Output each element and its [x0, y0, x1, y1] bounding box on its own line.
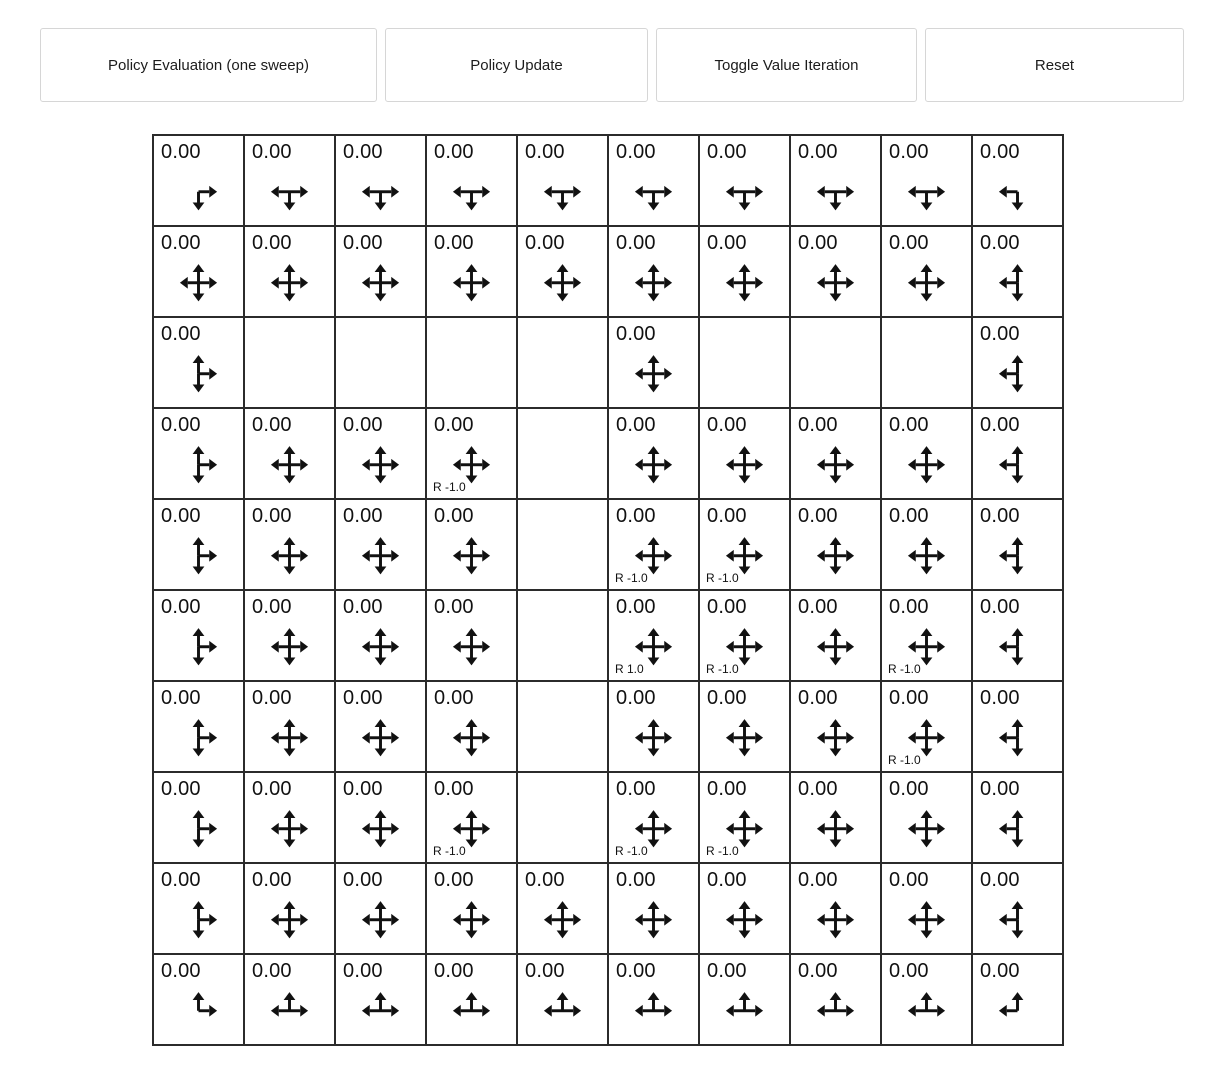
grid-cell[interactable]	[972, 135, 1063, 226]
cell-value: 0.00	[889, 505, 929, 527]
grid-table	[152, 134, 1064, 1046]
cell-value: 0.00	[161, 505, 201, 527]
grid-cell[interactable]	[335, 408, 426, 499]
cell-value: 0.00	[798, 596, 838, 618]
grid-cell[interactable]	[244, 863, 335, 954]
cell-reward: R -1.0	[706, 844, 739, 858]
grid-row	[153, 863, 1063, 954]
cell-value: 0.00	[707, 778, 747, 800]
cell-value: 0.00	[798, 141, 838, 163]
cell-value: 0.00	[525, 960, 565, 982]
cell-value: 0.00	[252, 869, 292, 891]
cell-value: 0.00	[343, 687, 383, 709]
grid-cell[interactable]	[244, 954, 335, 1045]
cell-value: 0.00	[707, 141, 747, 163]
grid-cell[interactable]	[972, 863, 1063, 954]
cell-value: 0.00	[707, 596, 747, 618]
grid-cell-wall[interactable]	[517, 408, 608, 499]
cell-value: 0.00	[798, 414, 838, 436]
grid-cell[interactable]	[153, 590, 244, 681]
grid-cell[interactable]	[972, 954, 1063, 1045]
grid-cell[interactable]	[608, 499, 699, 590]
grid-cell[interactable]	[699, 226, 790, 317]
grid-cell[interactable]	[244, 772, 335, 863]
cell-value: 0.00	[980, 232, 1020, 254]
grid-cell[interactable]	[335, 226, 426, 317]
grid-cell[interactable]	[335, 681, 426, 772]
grid-cell[interactable]	[699, 681, 790, 772]
grid-cell[interactable]	[972, 772, 1063, 863]
cell-reward: R -1.0	[615, 571, 648, 585]
grid-cell[interactable]	[972, 681, 1063, 772]
cell-value: 0.00	[434, 505, 474, 527]
grid-row	[153, 772, 1063, 863]
cell-value: 0.00	[616, 869, 656, 891]
grid-cell[interactable]	[426, 408, 517, 499]
grid-cell[interactable]	[881, 135, 972, 226]
cell-value: 0.00	[343, 778, 383, 800]
grid-cell[interactable]	[972, 317, 1063, 408]
grid-cell[interactable]	[608, 590, 699, 681]
grid-cell[interactable]	[881, 772, 972, 863]
grid-cell[interactable]	[244, 408, 335, 499]
grid-cell[interactable]	[790, 863, 881, 954]
grid-cell[interactable]	[426, 681, 517, 772]
cell-value: 0.00	[889, 141, 929, 163]
grid-cell[interactable]	[426, 590, 517, 681]
cell-reward: R -1.0	[888, 753, 921, 767]
grid-cell-wall[interactable]	[790, 317, 881, 408]
grid-cell-wall[interactable]	[881, 317, 972, 408]
cell-value: 0.00	[616, 323, 656, 345]
cell-value: 0.00	[616, 778, 656, 800]
grid-cell[interactable]	[244, 135, 335, 226]
grid-cell[interactable]	[335, 135, 426, 226]
grid-cell[interactable]	[335, 954, 426, 1045]
grid-cell[interactable]	[881, 954, 972, 1045]
cell-value: 0.00	[161, 960, 201, 982]
cell-value: 0.00	[252, 505, 292, 527]
grid-cell[interactable]	[244, 499, 335, 590]
grid-cell[interactable]	[881, 590, 972, 681]
grid-cell-wall[interactable]	[517, 772, 608, 863]
grid-cell-wall[interactable]	[426, 317, 517, 408]
cell-value: 0.00	[343, 869, 383, 891]
grid-cell[interactable]	[153, 317, 244, 408]
cell-value: 0.00	[798, 687, 838, 709]
grid-cell-wall[interactable]	[335, 317, 426, 408]
cell-value: 0.00	[343, 141, 383, 163]
grid-cell[interactable]	[153, 772, 244, 863]
cell-value: 0.00	[434, 778, 474, 800]
grid-row	[153, 226, 1063, 317]
cell-value: 0.00	[434, 596, 474, 618]
grid-cell[interactable]	[699, 772, 790, 863]
grid-cell[interactable]	[335, 590, 426, 681]
grid-cell[interactable]	[972, 590, 1063, 681]
grid-cell[interactable]	[699, 590, 790, 681]
cell-value: 0.00	[252, 232, 292, 254]
grid-cell[interactable]	[608, 317, 699, 408]
grid-cell[interactable]	[153, 226, 244, 317]
grid-cell[interactable]	[517, 226, 608, 317]
grid-cell[interactable]	[790, 408, 881, 499]
cell-value: 0.00	[616, 141, 656, 163]
grid-cell[interactable]	[517, 954, 608, 1045]
grid-cell[interactable]	[335, 863, 426, 954]
cell-value: 0.00	[252, 414, 292, 436]
grid-cell[interactable]	[153, 954, 244, 1045]
grid-cell-wall[interactable]	[517, 499, 608, 590]
cell-value: 0.00	[161, 414, 201, 436]
grid-cell[interactable]	[153, 681, 244, 772]
grid-cell[interactable]	[881, 408, 972, 499]
cell-value: 0.00	[161, 596, 201, 618]
grid-cell[interactable]	[244, 590, 335, 681]
grid-cell[interactable]	[790, 681, 881, 772]
cell-reward: R -1.0	[433, 844, 466, 858]
grid-row	[153, 317, 1063, 408]
grid-cell[interactable]	[517, 135, 608, 226]
grid-cell[interactable]	[335, 499, 426, 590]
grid-cell[interactable]	[881, 499, 972, 590]
cell-value: 0.00	[343, 505, 383, 527]
grid-cell[interactable]	[426, 135, 517, 226]
grid-cell[interactable]	[608, 681, 699, 772]
grid-cell[interactable]	[426, 226, 517, 317]
grid-cell[interactable]	[608, 226, 699, 317]
grid-cell[interactable]	[699, 135, 790, 226]
grid-row	[153, 590, 1063, 681]
cell-value: 0.00	[980, 505, 1020, 527]
cell-value: 0.00	[252, 596, 292, 618]
cell-value: 0.00	[889, 869, 929, 891]
cell-value: 0.00	[525, 141, 565, 163]
cell-value: 0.00	[889, 960, 929, 982]
cell-value: 0.00	[161, 687, 201, 709]
grid-cell[interactable]	[699, 499, 790, 590]
cell-value: 0.00	[707, 232, 747, 254]
grid-cell[interactable]	[699, 954, 790, 1045]
cell-value: 0.00	[980, 323, 1020, 345]
cell-value: 0.00	[343, 232, 383, 254]
cell-reward: R -1.0	[706, 571, 739, 585]
cell-value: 0.00	[252, 778, 292, 800]
grid-cell[interactable]	[244, 226, 335, 317]
cell-value: 0.00	[161, 232, 201, 254]
cell-value: 0.00	[616, 505, 656, 527]
cell-value: 0.00	[161, 778, 201, 800]
cell-value: 0.00	[161, 869, 201, 891]
cell-value: 0.00	[343, 960, 383, 982]
grid-cell[interactable]	[972, 226, 1063, 317]
grid-row	[153, 408, 1063, 499]
cell-value: 0.00	[434, 141, 474, 163]
cell-value: 0.00	[434, 687, 474, 709]
grid-cell-wall[interactable]	[244, 317, 335, 408]
cell-reward: R -1.0	[888, 662, 921, 676]
grid-cell[interactable]	[699, 863, 790, 954]
grid-cell[interactable]	[426, 954, 517, 1045]
cell-value: 0.00	[161, 323, 201, 345]
toggle-value-iteration-button[interactable]: Toggle Value Iteration	[656, 28, 917, 102]
cell-value: 0.00	[980, 778, 1020, 800]
cell-value: 0.00	[707, 505, 747, 527]
cell-value: 0.00	[980, 869, 1020, 891]
cell-value: 0.00	[707, 869, 747, 891]
policy-evaluation-button[interactable]: Policy Evaluation (one sweep)	[40, 28, 377, 102]
grid-cell[interactable]	[608, 135, 699, 226]
grid-cell-wall[interactable]	[699, 317, 790, 408]
cell-reward: R 1.0	[615, 662, 644, 676]
cell-value: 0.00	[343, 596, 383, 618]
grid-cell[interactable]	[517, 863, 608, 954]
grid-cell[interactable]	[426, 772, 517, 863]
grid-cell[interactable]	[153, 863, 244, 954]
grid-cell[interactable]	[790, 226, 881, 317]
grid-cell[interactable]	[244, 681, 335, 772]
grid-cell[interactable]	[608, 954, 699, 1045]
cell-value: 0.00	[525, 869, 565, 891]
cell-value: 0.00	[980, 596, 1020, 618]
cell-value: 0.00	[252, 960, 292, 982]
cell-value: 0.00	[616, 596, 656, 618]
grid-cell-wall[interactable]	[517, 590, 608, 681]
grid-cell[interactable]	[426, 863, 517, 954]
grid-cell[interactable]	[790, 499, 881, 590]
cell-value: 0.00	[707, 960, 747, 982]
grid-cell[interactable]	[790, 135, 881, 226]
grid-cell-wall[interactable]	[517, 317, 608, 408]
cell-value: 0.00	[980, 960, 1020, 982]
grid-cell[interactable]	[881, 863, 972, 954]
cell-value: 0.00	[980, 141, 1020, 163]
cell-value: 0.00	[616, 414, 656, 436]
grid-cell[interactable]	[881, 226, 972, 317]
cell-value: 0.00	[616, 687, 656, 709]
cell-value: 0.00	[889, 687, 929, 709]
grid-row	[153, 681, 1063, 772]
cell-value: 0.00	[525, 232, 565, 254]
cell-value: 0.00	[889, 232, 929, 254]
cell-value: 0.00	[252, 687, 292, 709]
cell-value: 0.00	[798, 778, 838, 800]
grid-cell-wall[interactable]	[517, 681, 608, 772]
cell-value: 0.00	[343, 414, 383, 436]
cell-value: 0.00	[616, 232, 656, 254]
cell-reward: R -1.0	[706, 662, 739, 676]
grid-cell[interactable]	[153, 408, 244, 499]
grid-cell[interactable]	[608, 772, 699, 863]
grid-cell[interactable]	[790, 772, 881, 863]
reset-button[interactable]: Reset	[925, 28, 1184, 102]
cell-value: 0.00	[252, 141, 292, 163]
cell-value: 0.00	[980, 687, 1020, 709]
cell-value: 0.00	[889, 778, 929, 800]
grid-cell[interactable]	[608, 408, 699, 499]
grid-cell[interactable]	[153, 499, 244, 590]
cell-value: 0.00	[980, 414, 1020, 436]
cell-value: 0.00	[616, 960, 656, 982]
cell-value: 0.00	[707, 414, 747, 436]
grid-row	[153, 135, 1063, 226]
cell-value: 0.00	[798, 505, 838, 527]
grid-cell[interactable]	[153, 135, 244, 226]
cell-value: 0.00	[889, 596, 929, 618]
grid-row	[153, 954, 1063, 1045]
toolbar	[40, 28, 1184, 102]
grid-cell[interactable]	[699, 408, 790, 499]
grid-row	[153, 499, 1063, 590]
cell-reward: R -1.0	[615, 844, 648, 858]
cell-value: 0.00	[434, 960, 474, 982]
grid-cell[interactable]	[335, 772, 426, 863]
cell-value: 0.00	[798, 869, 838, 891]
cell-value: 0.00	[434, 869, 474, 891]
grid-cell[interactable]	[608, 863, 699, 954]
policy-update-button[interactable]: Policy Update	[385, 28, 648, 102]
grid-cell[interactable]	[790, 954, 881, 1045]
cell-value: 0.00	[161, 141, 201, 163]
gridworld-grid	[152, 134, 1064, 1046]
cell-value: 0.00	[434, 414, 474, 436]
cell-reward: R -1.0	[433, 480, 466, 494]
grid-cell[interactable]	[972, 408, 1063, 499]
cell-value: 0.00	[798, 232, 838, 254]
cell-value: 0.00	[798, 960, 838, 982]
grid-cell[interactable]	[881, 681, 972, 772]
grid-cell[interactable]	[790, 590, 881, 681]
cell-value: 0.00	[889, 414, 929, 436]
grid-cell[interactable]	[972, 499, 1063, 590]
cell-value: 0.00	[707, 687, 747, 709]
cell-value: 0.00	[434, 232, 474, 254]
grid-cell[interactable]	[426, 499, 517, 590]
